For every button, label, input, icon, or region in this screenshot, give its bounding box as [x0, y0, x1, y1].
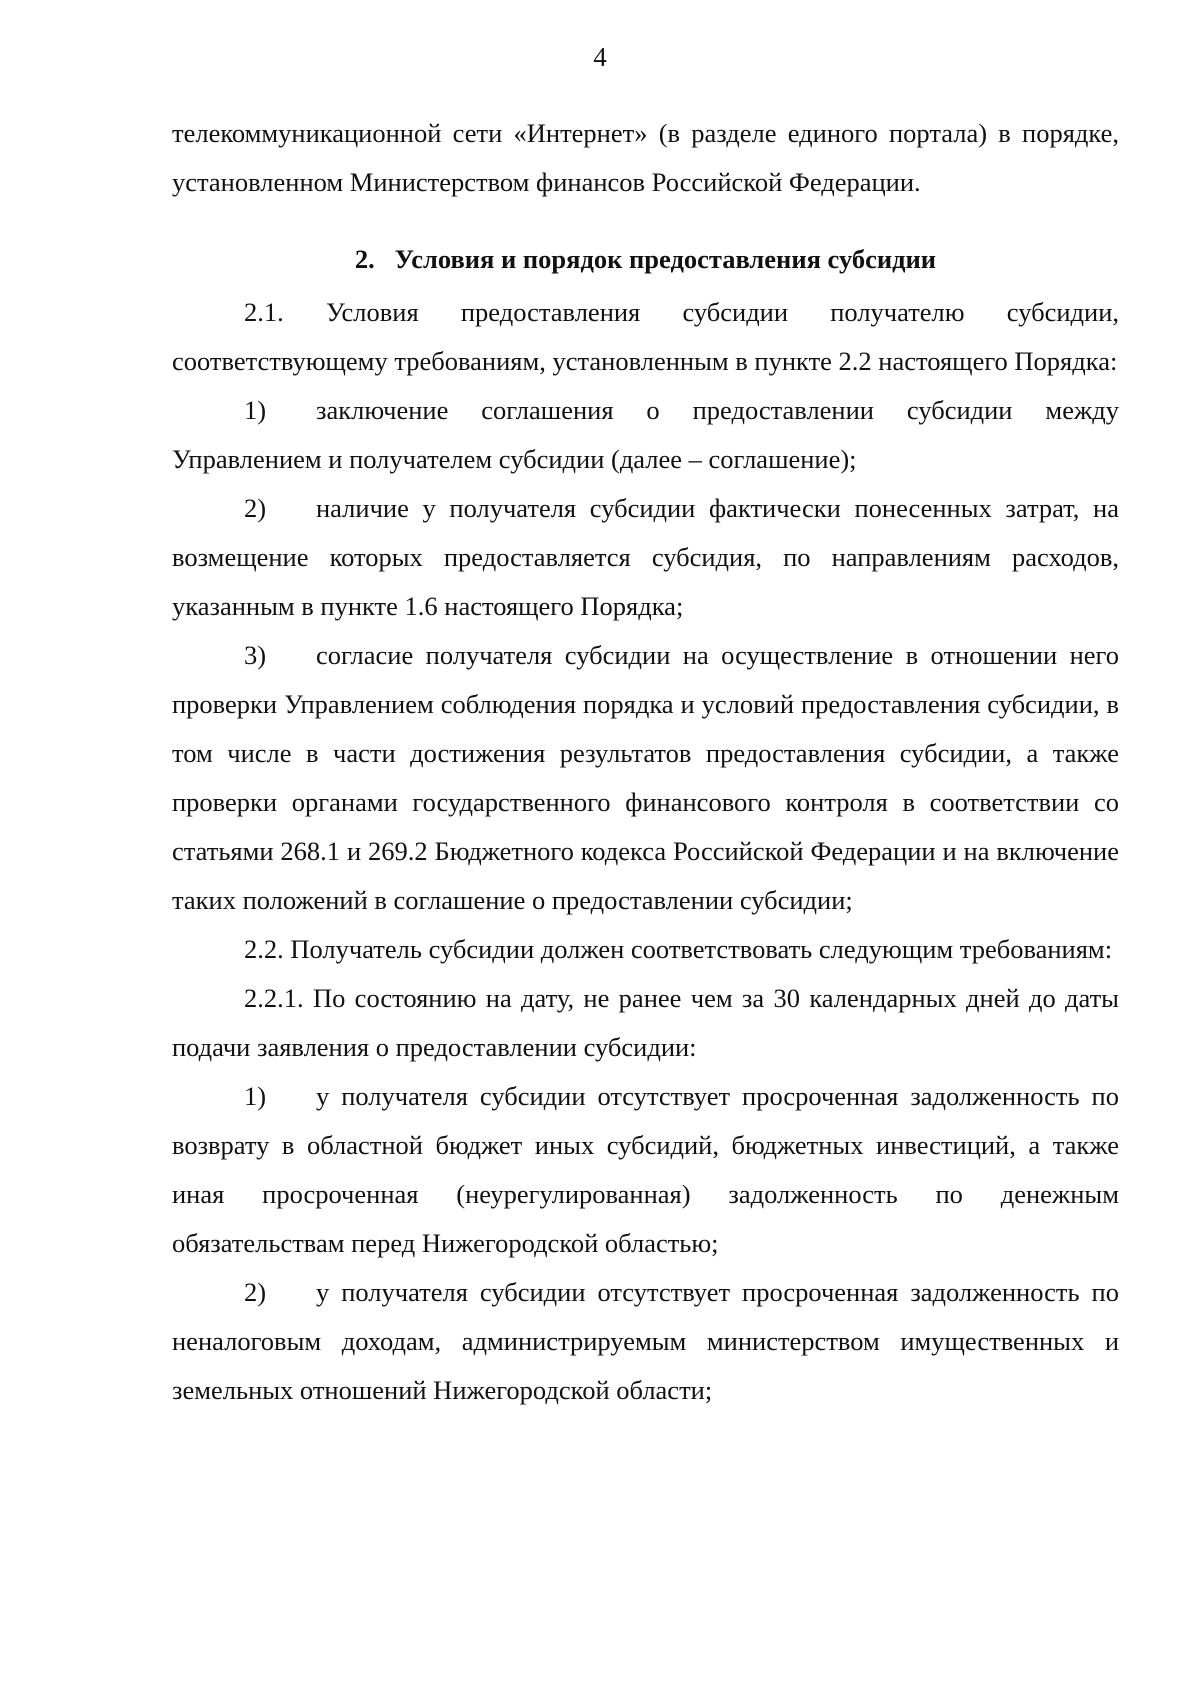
- paragraph-2-1: 2.1. Условия предоставления субсидии получателю субсидии, соответствующему требованиям, установленным в пункте 2.2 настоящего Порядка:: [172, 297, 1119, 376]
- list-item-text: заключение соглашения о предоставлении субсидии между Управлением и получателем субсидии (далее – соглашение);: [172, 395, 1119, 474]
- list-item-3: [172, 631, 1119, 925]
- paragraph-continuation: телекоммуникационной сети «Интернет» (в разделе единого портала) в порядке, установленном Министерством финансов Российской Федерации.: [172, 118, 1119, 197]
- list-item-number: 2): [244, 1277, 267, 1307]
- document-body: [172, 109, 1119, 1415]
- list-item-number: 1): [244, 1081, 267, 1111]
- list-item-text: согласие получателя субсидии на осуществление в отношении него проверки Управлением соблюдения порядка и условий предоставления субсидии, в том числе в части достижения результатов предоставления субсидии, а также проверки органами государственного финансового контроля в соответствии со статьями 268.1 и 269.2 Бюджетного кодекса Российской Федерации и на включение таких положений в соглашение о предоставлении субсидии;: [172, 640, 1119, 915]
- list-item-text: наличие у получателя субсидии фактически понесенных затрат, на возмещение которых предоставляется субсидия, по направлениям расходов, указанным в пункте 1.6 настоящего Порядка;: [172, 493, 1119, 621]
- list-item-text: у получателя субсидии отсутствует просроченная задолженность по возврату в областной бюджет иных субсидий, бюджетных инвестиций, а также иная просроченная (неурегулированная) задолженность по денежным обязательствам перед Нижегородской областью;: [172, 1081, 1119, 1258]
- list-item-2: [172, 484, 1119, 631]
- list-item-number: 2): [244, 493, 267, 523]
- paragraph-2-2: 2.2. Получатель субсидии должен соответствовать следующим требованиям:: [244, 934, 1113, 964]
- section-title: 2. Условия и порядок предоставления субсидии: [354, 244, 937, 274]
- sub-item-2: [172, 1268, 1119, 1415]
- list-item-text: у получателя субсидии отсутствует просроченная задолженность по неналоговым доходам, администрируемым министерством имущественных и земельных отношений Нижегородской области;: [172, 1277, 1119, 1405]
- list-item-number: 1): [244, 395, 267, 425]
- list-item-1: [172, 386, 1119, 484]
- list-item-number: 3): [244, 640, 267, 670]
- page-number: 4: [593, 42, 607, 72]
- sub-item-1: [172, 1072, 1119, 1268]
- paragraph-2-2-1: 2.2.1. По состоянию на дату, не ранее чем за 30 календарных дней до даты подачи заявления о предоставлении субсидии:: [172, 983, 1119, 1062]
